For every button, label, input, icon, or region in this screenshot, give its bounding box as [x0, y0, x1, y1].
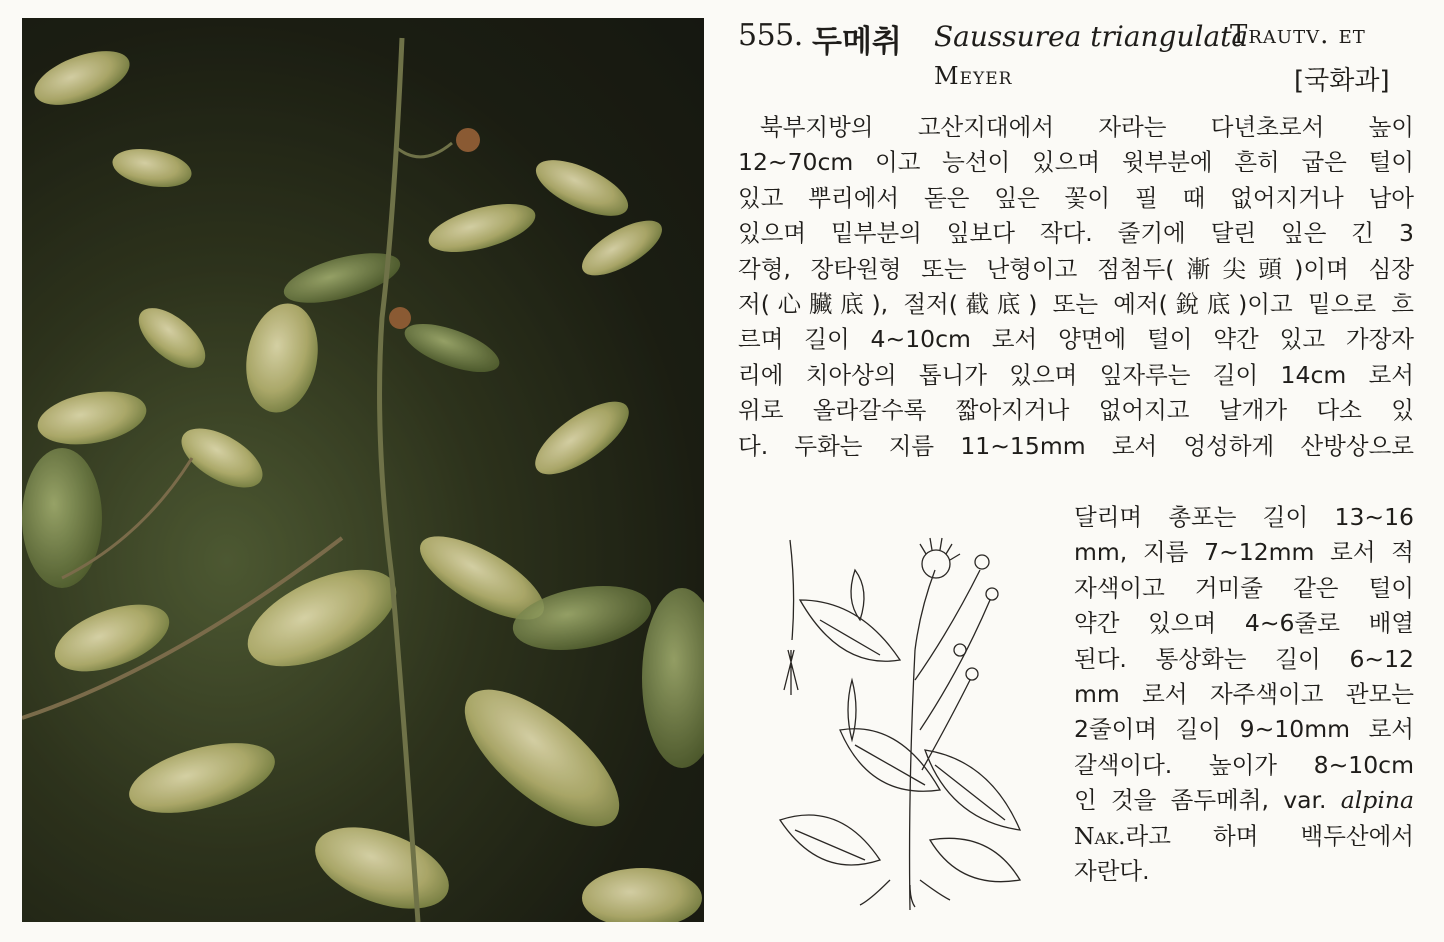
description-line: 갈색이다. 높이가 8∼10cm — [1074, 750, 1414, 779]
description-line: mm, 지름 7∼12mm 로서 적 — [1074, 538, 1414, 567]
botanical-illustration — [760, 530, 1052, 910]
variety-author: Nak. — [1074, 821, 1126, 850]
closing-line: 자란다. — [1074, 856, 1150, 885]
description-line: 된다. 통상화는 길이 6∼12 — [1074, 644, 1414, 673]
description-line: 2줄이며 길이 9∼10mm 로서 — [1074, 715, 1414, 744]
variety-line — [1074, 783, 1414, 818]
author-name-line2: Meyer — [934, 62, 1013, 90]
description-line: 12∼70cm 이고 능선이 있으며 윗부분에 흔히 굽은 털이 — [738, 148, 1414, 177]
description-line: 있으며 밑부분의 잎보다 작다. 줄기에 달린 잎은 긴 3 — [738, 219, 1414, 248]
description-line: 다. 두화는 지름 11∼15mm 로서 엉성하게 산방상으로 — [738, 431, 1414, 460]
description-line: 각형, 장타원형 또는 난형이고 점첨두(漸尖頭)이며 심장 — [738, 254, 1414, 283]
description-line: 북부지방의 고산지대에서 자라는 다년초로서 높이 — [760, 113, 1414, 141]
entry-number: 555. — [738, 18, 803, 53]
description-line: 위로 올라갈수록 짧아지거나 없어지고 날개가 다소 있 — [738, 396, 1414, 425]
description-line: 달리며 총포는 길이 13∼16 — [1074, 503, 1414, 531]
description-line: 자색이고 거미줄 같은 털이 — [1074, 573, 1414, 602]
description-text — [738, 110, 1414, 464]
description-line: mm 로서 자주색이고 관모는 — [1074, 679, 1414, 708]
description-line: 약간 있으며 4∼6줄로 배열 — [1074, 609, 1414, 638]
botanical-illustration-graphic — [760, 530, 1052, 910]
description-side-column — [1074, 500, 1414, 889]
plant-photo — [22, 18, 704, 922]
description-line: 있고 뿌리에서 돋은 잎은 꽃이 필 때 없어지거나 남아 — [738, 183, 1414, 212]
author-line — [1074, 819, 1414, 854]
variety-name: alpina — [1340, 786, 1414, 815]
entry-header — [738, 14, 1398, 94]
plant-photo-graphic — [22, 18, 704, 922]
author-name-line1: Trautv. et — [1230, 20, 1366, 50]
description-line: 르며 길이 4∼10cm 로서 양면에 털이 약간 있고 가장자 — [738, 325, 1414, 354]
scientific-name: Saussurea triangulata — [934, 20, 1249, 53]
author-suffix: 라고 하며 백두산에서 — [1125, 821, 1414, 850]
variety-prefix: 인 것을 좀두메취, var. — [1074, 786, 1341, 815]
korean-name: 두메취 — [812, 24, 902, 60]
family-name: [국화과] — [1294, 66, 1390, 96]
description-line: 리에 치아상의 톱니가 있으며 잎자루는 길이 14cm 로서 — [738, 360, 1414, 389]
description-line: 저(心臟底), 절저(截底) 또는 예저(銳底)이고 밑으로 흐 — [738, 289, 1414, 318]
